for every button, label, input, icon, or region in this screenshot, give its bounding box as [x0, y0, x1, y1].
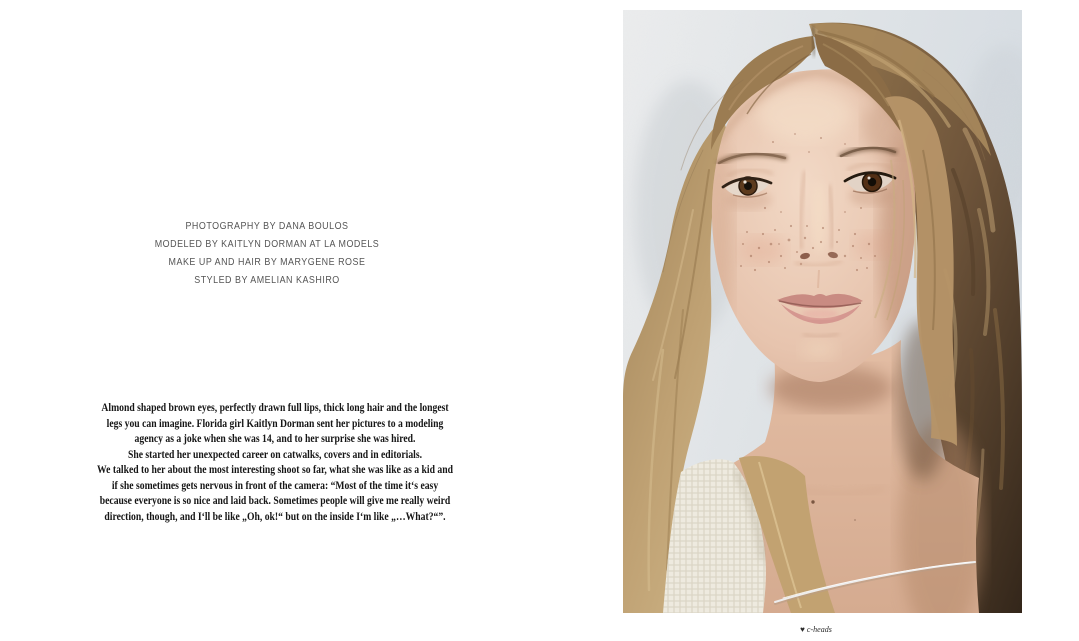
credit-model: MODELED BY KAITLYN DORMAN AT LA MODELS	[154, 238, 380, 250]
paragraph-line: We talked to her about the most interesting shoot so far, what she was like as a kid and	[97, 464, 453, 476]
paragraph-line: direction, though, and I‘ll be like „Oh, ok!“ but on the inside I‘m like „…What?“”.	[104, 510, 446, 523]
model-portrait-photo	[623, 10, 1022, 613]
paragraph-line: Almond shaped brown eyes, perfectly drawn full lips, thick long hair and the longest	[101, 402, 449, 414]
credit-makeup: MAKE UP AND HAIR BY MARYGENE ROSE	[168, 256, 366, 268]
credit-styling: STYLED BY AMELIAN KASHIRO	[194, 274, 340, 286]
paragraph-line: agency as a joke when she was 14, and to her surprise she was hired.	[134, 433, 416, 445]
paragraph-line: legs you can imagine. Florida girl Kaitlyn Dorman sent her pictures to a modeling	[106, 417, 444, 430]
intro-paragraph	[65, 401, 485, 525]
site-credit: ♥ c-heads	[800, 625, 832, 634]
portrait-illustration	[623, 10, 1022, 613]
paragraph-line: She started her unexpected career on catwalks, covers and in editorials.	[127, 448, 423, 461]
paragraph-line: if she sometimes gets nervous in front of the camera: “Most of the time it‘s easy	[111, 479, 439, 492]
paragraph-line: because everyone is so nice and laid back. Sometimes people will give me really weird	[99, 495, 451, 507]
credits-block	[89, 217, 446, 289]
credit-photography: PHOTOGRAPHY BY DANA BOULOS	[185, 220, 349, 232]
